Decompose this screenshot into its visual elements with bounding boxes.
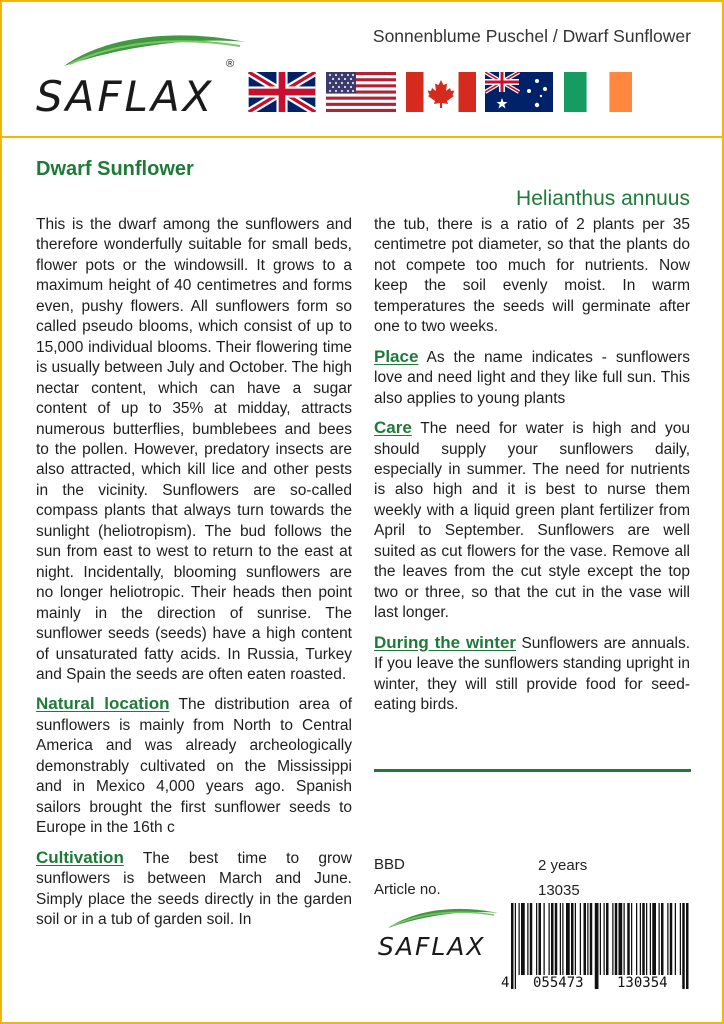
barcode-bar (530, 903, 533, 975)
barcode-bar (571, 903, 574, 975)
ean-barcode (503, 903, 691, 1000)
left-column (36, 215, 352, 939)
section-divider (374, 769, 691, 772)
barcode-bar (631, 903, 632, 975)
care-section (374, 418, 690, 624)
barcode-bar (536, 903, 537, 975)
winter-text: Sunflowers are annuals. If you leave the sunflowers standing upright in winter, they will still provide food for seed-eating birds. (374, 634, 690, 713)
header-divider (2, 136, 722, 138)
barcode-bar (661, 903, 664, 975)
barcode-bar (511, 903, 514, 989)
barcode-bar (560, 903, 561, 975)
barcode-bar (667, 903, 668, 975)
care-text: The need for water is high and you should supply your sunflowers daily, especially in summer. The need for nutrients is also high and it is best to nurse them weekly with a liquid green plant fertilizer from April to September. Sunflowers are well suited as cut flowers for the vase. Remove all the leaves from the cut style except the top two or three, so that the cut in the vase will last longer. (374, 420, 690, 622)
barcode-bar (686, 903, 689, 989)
product-title: Dwarf Sunflower (36, 158, 194, 180)
cultivation-section (36, 848, 352, 931)
barcode-bar (650, 903, 651, 975)
product-header-title: Sonnenblume Puschel / Dwarf Sunflower (372, 26, 691, 46)
usa-flag-icon (326, 72, 396, 112)
barcode-bar (646, 903, 647, 975)
saflax-logo (36, 28, 246, 123)
barcode-bar (555, 903, 558, 975)
leaf-swoosh-icon (382, 904, 502, 934)
barcode-bar (640, 903, 641, 975)
barcode-bar (566, 903, 570, 975)
latin-name: Helianthus annuus (516, 187, 690, 210)
barcode-bar (642, 903, 645, 975)
barcode-bar (652, 903, 656, 975)
barcode-bar (615, 903, 618, 975)
barcode-bar (515, 903, 516, 989)
ireland-flag-icon (564, 72, 632, 112)
brand-wordmark: SAFLAX (36, 72, 215, 121)
barcode-bar (624, 903, 625, 975)
article-label: Article no. (374, 881, 441, 898)
barcode-bar (590, 903, 593, 975)
barcode-bar (551, 903, 554, 975)
barcode-bar (604, 903, 605, 975)
natural-location-heading: Natural location (36, 694, 170, 714)
barcode-left-group: 055473 (529, 975, 588, 991)
barcode-bar (670, 903, 673, 975)
natural-location-text: The distribution area of sunflowers is mainly from North to Central America and was already archeologically demonstrably cultivated on the Mississippi and in Mexico 4,000 years ago. Spanish sailors brought the first sunflower seeds to Europe in the 16th c (36, 696, 353, 837)
place-section (374, 347, 690, 409)
winter-heading: During the winter (374, 632, 517, 652)
barcode-bar (680, 903, 681, 975)
barcode-bar (549, 903, 550, 975)
uk-flag-icon (248, 72, 316, 112)
place-heading: Place (374, 346, 419, 366)
cultivation-text: The best time to grow sunflowers is between March and June. Simply place the seeds directly in the garden soil or in a tub of garden soil. In (36, 849, 352, 928)
barcode-bar (575, 903, 576, 975)
barcode-bar (619, 903, 623, 975)
registered-mark: ® (226, 58, 235, 70)
australia-flag-icon (485, 72, 553, 112)
barcode-first-digit: 4 (501, 975, 510, 991)
canada-flag-icon (406, 72, 476, 112)
intro-paragraph: This is the dwarf among the sunflowers and therefore wonderfully suitable for small beds, flower pots or the windowsill. It grows to a maximum height of 40 centimetres and forms even, pushy flowers. All sunflowers form so called pseudo blooms, which consist of up to 15,000 individual blooms. Their flowering time is usually between July and October. The high nectar content, which can have a sugar content of up to 35% at midday, attracts numerous butterflies, bumblebees and bees to the pollen. However, predatory insects are also attracted, which kill lice and other pests in the vicinity. Sunflowers are so-called compass plants that always turn towards the sunlight (heliotropism). The bud follows the sun from east to west to return to the east at night. Incidentally, blooming sunflowers are no longer heliotropic. Their heads then point mainly in the direction of sunrise. The sunflower seeds (seeds) have a high content of unsaturated fatty acids. In Russia, Turkey and Spain the seeds are often eaten roasted. (36, 216, 352, 683)
winter-section (374, 633, 690, 716)
barcode-right-group: 130354 (613, 975, 672, 991)
cultivation-heading: Cultivation (36, 847, 124, 867)
bbd-value: 2 years (538, 857, 588, 874)
barcode-bar (527, 903, 528, 975)
barcode-bar (682, 903, 685, 989)
barcode-bar (627, 903, 630, 975)
barcode-bar (675, 903, 676, 975)
cultivation-continued: the tub, there is a ratio of 2 plants per 35 centimetre pot diameter, so that the plants do not compete too much for nutrients. Now keep the soil evenly moist. In warm temperatures the seeds will germinate after one to two weeks. (374, 216, 690, 336)
place-text: As the name indicates - sunflowers love and need light and they like full sun. This also applies to young plants (374, 348, 690, 407)
barcode-bar (595, 903, 599, 989)
barcode-bar (580, 903, 581, 975)
barcode-bar (636, 903, 637, 975)
barcode-bar (521, 903, 525, 975)
article-value: 13035 (538, 882, 580, 899)
care-heading: Care (374, 418, 412, 438)
barcode-bar (659, 903, 660, 975)
bbd-label: BBD (374, 856, 405, 873)
barcode-bar (519, 903, 520, 975)
barcode-bar (539, 903, 542, 975)
barcode-bar (606, 903, 609, 975)
brand-wordmark-small: SAFLAX (378, 932, 486, 961)
right-column (374, 215, 690, 724)
barcode-bar (600, 903, 601, 975)
leaf-swoosh-icon (56, 28, 256, 78)
barcode-bar (584, 903, 587, 975)
barcode-bar (587, 903, 588, 975)
barcode-bar (612, 903, 613, 975)
barcode-bar (562, 903, 563, 975)
natural-location-section (36, 694, 352, 838)
barcode-bar (544, 903, 545, 975)
saflax-logo-small (372, 904, 502, 974)
